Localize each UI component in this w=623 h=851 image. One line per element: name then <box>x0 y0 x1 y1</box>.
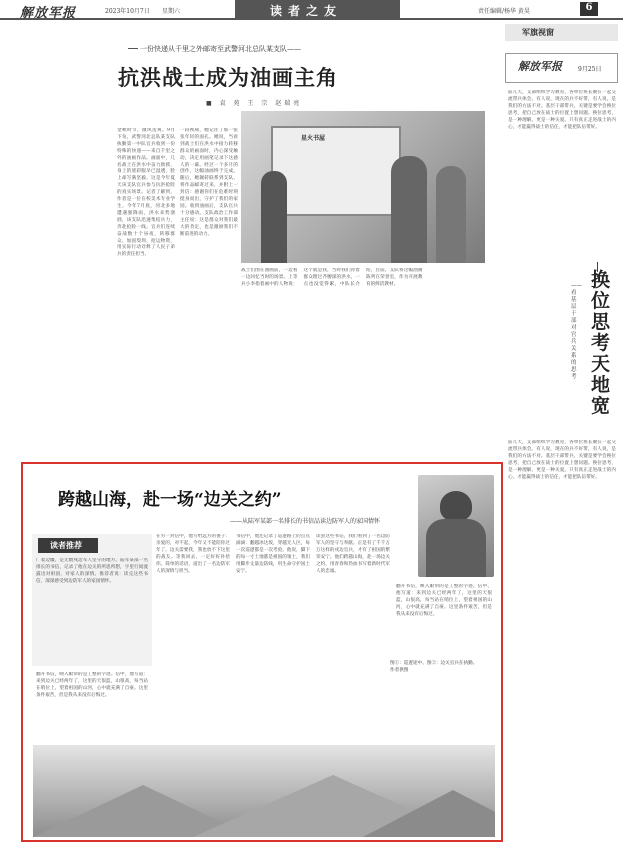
editor-recommend-text: 广袤边疆，是无数戍边军人坚守的地方。陆军某部一名排长的书信，记录了他在边关的所思所想，字里行间流露出对祖国、对家人的深情。推荐者说：读完这些书信，深深感受到边防军人的家国情怀。 <box>36 558 148 584</box>
section-title: 读者之友 <box>270 4 343 18</box>
top-article-byline: ■ 袁 苑 王 宗 赵瑞亮 <box>206 100 303 107</box>
feature-col3: 书信中，他还记录了巡逻路上的点点滴滴：翻越冰达坂，穿越无人区，每一次巡逻都是一次考验。他说，脚下的每一寸土地都是祖国的领土，我们用脚步丈量边防线，用生命守护国土安宁。 <box>236 534 310 574</box>
feature-title: 跨越山海，赴一场“边关之约” <box>58 490 282 510</box>
bookshelf-board <box>271 126 401 216</box>
top-article-col3: 战士们围在油画前，一边看一边回忆当时的场景。上等兵小李指着画中的人物说：这个就是我，当时我们背着群众蹚过齐腰深的洪水，一点也没觉得累。中队长介绍，目前，支队将这幅油画陈列在荣誉室，作为开展教育的鲜活教材。 <box>241 268 423 287</box>
top-article-title: 抗洪战士成为油画主角 <box>118 65 338 90</box>
header-date: 2023年10月7日 <box>105 8 150 15</box>
person-figure <box>261 171 287 263</box>
photo-caption <box>390 660 477 674</box>
right-article-title: 换位思考天地宽 <box>591 269 611 417</box>
masthead: 解放军报 <box>20 6 77 21</box>
photo-sign-text: 星火书屋 <box>301 135 326 142</box>
soldier-body <box>426 519 486 577</box>
paper-logo: 解放军报 <box>518 60 562 73</box>
feature-col5: 翻开书信，映入眼帘的是工整的字迹。信中，他写道：来到边关已经两年了，这里的天很蓝，山很高，每当站在哨位上，望着祖国的山河，心中就充满了自豪。这里条件艰苦，但是我从来没有后悔过。 <box>396 584 492 617</box>
feature-subtitle: ——从陆军某部一名排长的书信品读边防军人的家国情怀 <box>230 518 381 525</box>
paper-date: 9月25日 <box>578 66 602 73</box>
header-editor: 责任编辑/杨华 黄昊 <box>478 8 530 15</box>
feature-col4: 读罢这些书信，我们看到了一名边防军人的坚守与奉献。正是有了千千万万这样的戍边官兵，才有了祖国的繁荣安宁。他们跨越山海，赴一场边关之约，用青春和热血书写着新时代军人的忠诚。 <box>316 534 390 574</box>
right-article-subtitle: ——看基层干部对官兵关系的思考 <box>571 283 582 380</box>
right-col-text: 前几天，支部组织学习教育，各单位班长聚在一起交流带兵体会。有人说，现在的兵不好带，有人说，是我们的方法不对。基层干部带兵，关键是要学会换位思考，把自己放在战士的位置上想问题。换位思考，是一种理解，更是一种关爱。只有真正走进战士的内心，才能赢得战士的信任，才能把队伍带好。 <box>508 90 616 130</box>
right-col-text-2: 前几天，支部组织学习教育，各单位班长聚在一起交流带兵体会。有人说，现在的兵不好带，有人说，是我们的方法不对。基层干部带兵，关键是要学会换位思考，把自己放在战士的位置上想问题。换位思考，是一种理解，更是一种关爱。只有真正走进战士的内心，才能赢得战士的信任，才能把队伍带好。 <box>508 440 616 480</box>
header-weekday: 星期六 <box>162 8 181 15</box>
flood-photo <box>241 111 485 263</box>
photo-caption-text: 图①：巡逻途中。图②：边关官兵在执勤。 <box>390 661 478 666</box>
feature-col1: 翻开书信，映入眼帘的是工整的字迹。信中，他写道：来到边关已经两年了，这里的天很蓝，山很高，每当站在哨位上，望着祖国的山河，心中就充满了自豪。这里条件艰苦，但是我从来没有后悔过。 <box>36 672 148 698</box>
soldier-photo <box>418 475 494 577</box>
photo-caption-credit: 作者供图 <box>390 668 409 673</box>
top-article-col2: 一段视频，她记住了那一张张年轻的面孔。她说，当看到战士们在洪水中接力转移群众的画面时，内心深受触动，决定用画笔记录下这感人的一幕。经过一个多月的创作，这幅油画终于完成。随后，她辗转联系到支队，将作品邮寄过来，并附上一封信：感谢你们在危难时刻挺身而出，守护了我们的家园。收到油画后，支队官兵十分感动。支队政治工作部主任说：这是群众对我们最大的肯定，也是激励我们不断前进的动力。 <box>180 128 238 237</box>
mountain-shape <box>363 790 495 837</box>
soldier-helmet <box>440 491 472 521</box>
editor-recommend-title: 读者推荐 <box>50 540 82 550</box>
person-figure <box>436 166 466 263</box>
person-figure <box>391 156 427 263</box>
feature-col2: 在另一封信中，他写给远方的妻子：亲爱的，对不起，今年又不能陪你过年了。边关需要我，我也放不下这里的战友。等我回去，一定好好补偿你。简单的话语，道出了一名边防军人的深情与担当。 <box>156 534 230 574</box>
right-section-title: 军旗视窗 <box>522 27 554 37</box>
top-article-subtitle: 一份快递从千里之外邮寄至武警河北总队某支队—— <box>140 45 301 53</box>
patrol-photo <box>33 745 495 837</box>
page-number: 6 <box>580 2 598 16</box>
top-article-col1: 金秋时节，微风送爽。9月下旬，武警河北总队某支队执勤第一中队官兵收到一份特殊的快递——来自千里之外的油画作品。画面中，几名战士在洪水中奋力救援，身上的迷彩服早已湿透，脸上却写满坚毅。这是今年夏天该支队官兵参与抗洪抢险的真实场景。记者了解到，作者是一位在校美术专业学生。今年7月底，河北多地遭遇强降雨，洪水来势汹汹，该支队迅速集结兵力，奔赴抢险一线。官兵们连续奋战数十个昼夜，转移群众、加固堤坝、抢运物资，用实际行动诠释了人民子弟兵的责任担当。 <box>117 128 175 258</box>
